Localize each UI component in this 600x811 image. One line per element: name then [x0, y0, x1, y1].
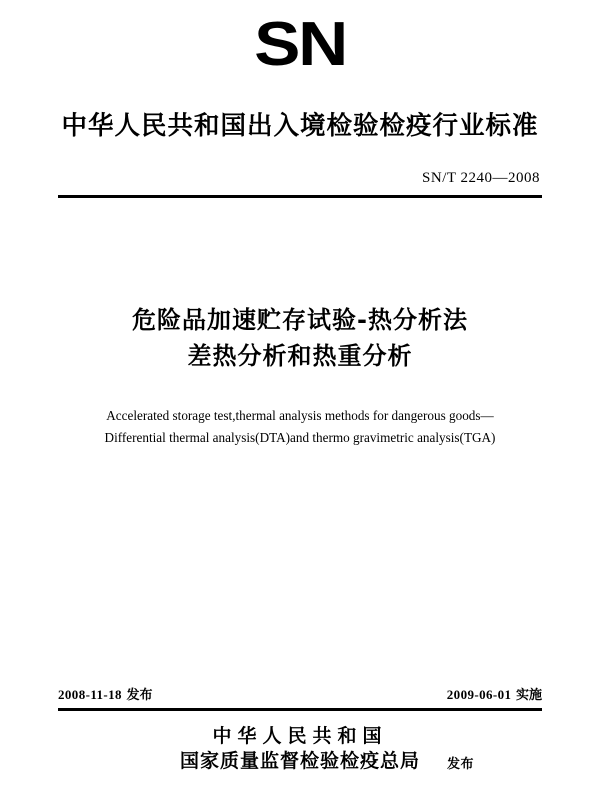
issuer-inner: [179, 724, 474, 774]
document-title-line-2: 差热分析和热重分析: [187, 342, 413, 371]
issuer-line-1: 中华人民共和国: [212, 725, 388, 747]
issuer-line-2: 国家质量监督检验检疫总局: [179, 750, 420, 773]
header-divider-rule: [58, 195, 542, 198]
issue-date-value: 2008-11-18: [58, 687, 122, 702]
document-title-english-line-2: Differential thermal analysis(DTA)and thermo gravimetric analysis(TGA): [104, 430, 496, 446]
document-title-english: [58, 405, 542, 449]
sn-logo: SN: [253, 10, 346, 79]
document-title-english-line-1: Accelerated storage test,thermal analysis methods for dangerous goods—: [106, 407, 494, 423]
footer-divider-rule: [58, 708, 542, 711]
issue-date-label: 发布: [126, 688, 153, 703]
standard-series-title: 中华人民共和国出入境检验检疫行业标准: [61, 111, 539, 141]
issuer-block: [0, 724, 600, 774]
effective-date-value: 2009-06-01: [446, 687, 512, 702]
effective-date: [447, 684, 542, 703]
issue-date: [58, 684, 153, 703]
document-title-line-1: 危险品加速贮存试验-热分析法: [132, 306, 468, 334]
standard-number: SN/T 2240—2008: [422, 170, 540, 186]
issuer-publish-label: 发布: [446, 757, 474, 773]
date-row: [58, 684, 542, 703]
document-title: [58, 302, 542, 375]
sn-logo-block: [58, 0, 542, 79]
effective-date-label: 实施: [515, 688, 542, 703]
